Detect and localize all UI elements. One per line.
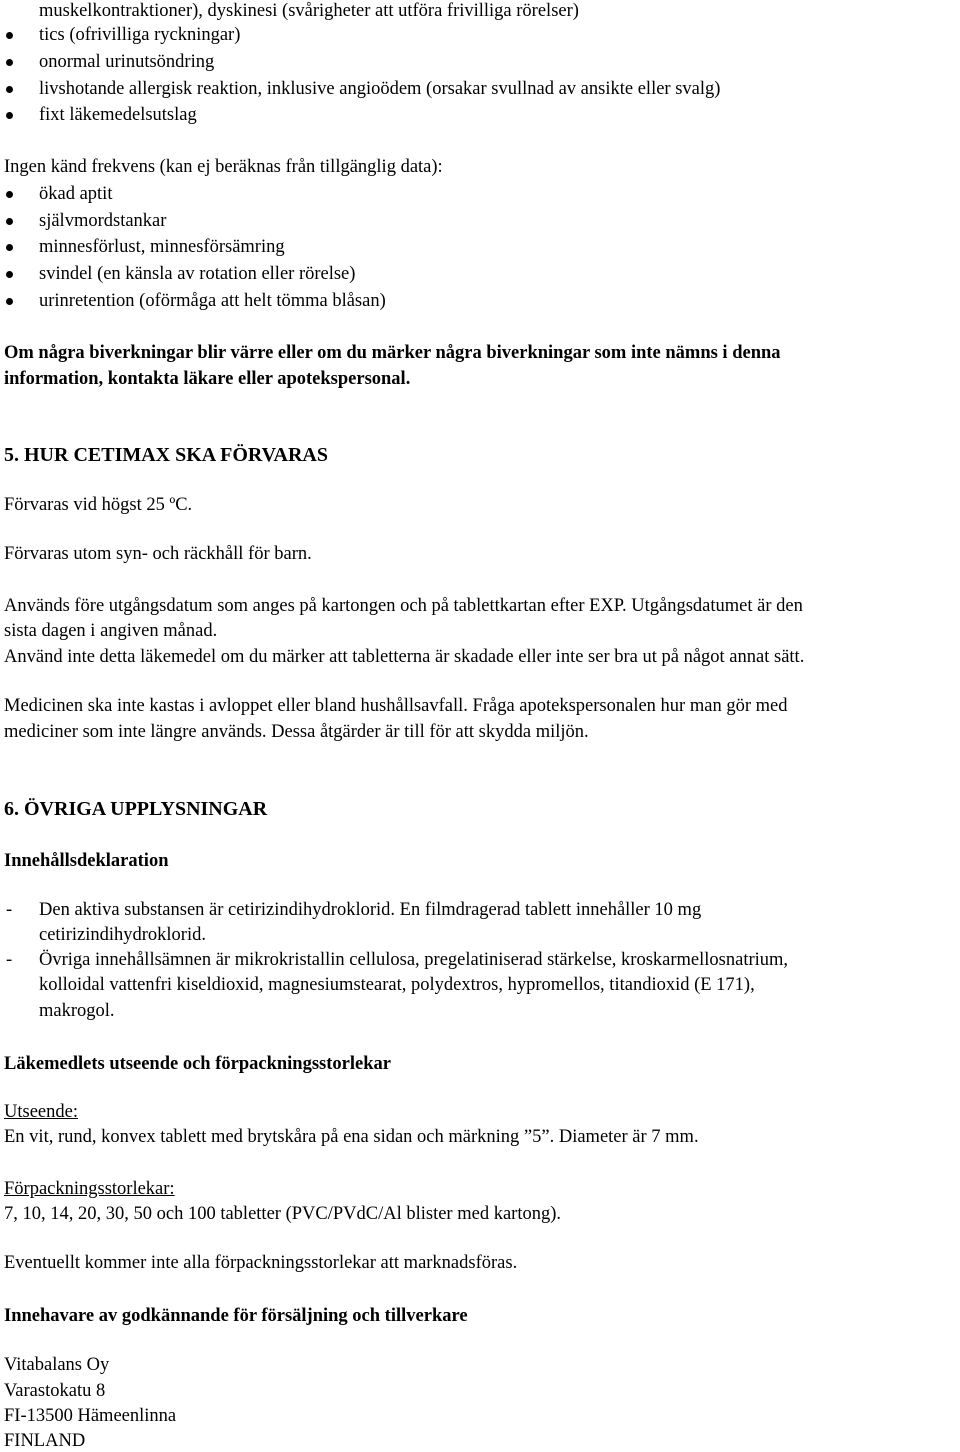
side-effect-item: minnesförlust, minnesförsämring — [39, 237, 285, 257]
damage-warning: Använd inte detta läkemedel om du märker att tabletterna är skadade eller inte ser bra ut på något annat sätt. — [4, 647, 805, 667]
bullet-icon — [6, 271, 13, 278]
dash-marker: - — [6, 950, 13, 970]
side-effect-item: självmordstankar — [39, 211, 167, 231]
appearance-text: En vit, rund, konvex tablett med brytskåra på ena sidan och märkning ”5”. Diameter är 7 mm. — [4, 1127, 699, 1147]
ingredient-other: makrogol. — [39, 1001, 115, 1021]
holder-address-line: FINLAND — [4, 1431, 86, 1451]
warning-text: information, kontakta läkare eller apotekspersonal. — [4, 369, 411, 389]
bullet-icon — [6, 32, 13, 39]
appearance-heading: Läkemedlets utseende och förpackningsstorlekar — [4, 1054, 391, 1074]
side-effect-item: livshotande allergisk reaktion, inklusive angioödem (orsakar svullnad av ansikte eller svalg) — [39, 79, 721, 99]
bullet-icon — [6, 86, 13, 93]
frequency-unknown-heading: Ingen känd frekvens (kan ej beräknas från tillgänglig data): — [4, 157, 443, 177]
holder-address-line: Varastokatu 8 — [4, 1381, 106, 1401]
disposal-text: mediciner som inte längre används. Dessa åtgärder är till för att skydda miljön. — [4, 722, 589, 742]
storage-children: Förvaras utom syn- och räckhåll för barn. — [4, 544, 312, 564]
expiry-text: Används före utgångsdatum som anges på kartongen och på tablettkartan efter EXP. Utgångsdatumet är den — [4, 596, 803, 616]
section-6-heading: 6. ÖVRIGA UPPLYSNINGAR — [4, 798, 268, 820]
ingredient-other: kolloidal vattenfri kiseldioxid, magnesiumstearat, polydextros, hypromellos, titandioxid (E 171), — [39, 975, 755, 995]
side-effect-item: tics (ofrivilliga ryckningar) — [39, 25, 241, 45]
disposal-text: Medicinen ska inte kastas i avloppet eller bland hushållsavfall. Fråga apotekspersonalen hur man gör med — [4, 696, 788, 716]
pack-sizes-text: 7, 10, 14, 20, 30, 50 och 100 tabletter (PVC/PVdC/Al blister med kartong). — [4, 1204, 561, 1224]
dash-marker: - — [6, 900, 13, 920]
bullet-icon — [6, 112, 13, 119]
content-declaration-heading: Innehållsdeklaration — [4, 851, 169, 871]
side-effect-item: urinretention (oförmåga att helt tömma blåsan) — [39, 291, 386, 311]
ingredient-other: Övriga innehållsämnen är mikrokristallin cellulosa, pregelatiniserad stärkelse, kroskarmellosnatrium, — [39, 950, 789, 970]
bullet-icon — [6, 218, 13, 225]
ingredient-active: cetirizindihydroklorid. — [39, 925, 206, 945]
holder-address-line: FI-13500 Hämeenlinna — [4, 1406, 177, 1426]
side-effect-continued-text: muskelkontraktioner), dyskinesi (svårigheter att utföra frivilliga rörelser) — [39, 1, 579, 21]
side-effect-item: svindel (en känsla av rotation eller rörelse) — [39, 264, 356, 284]
bullet-icon — [6, 298, 13, 305]
ingredient-active: Den aktiva substansen är cetirizindihydroklorid. En filmdragerad tablett innehåller 10 mg — [39, 900, 702, 920]
bullet-icon — [6, 244, 13, 251]
holder-heading: Innehavare av godkännande för försäljning och tillverkare — [4, 1306, 468, 1326]
expiry-text: sista dagen i angiven månad. — [4, 621, 218, 641]
section-5-heading: 5. HUR CETIMAX SKA FÖRVARAS — [4, 444, 328, 466]
bullet-icon — [6, 59, 13, 66]
side-effect-item: fixt läkemedelsutslag — [39, 105, 197, 125]
side-effect-item: ökad aptit — [39, 184, 113, 204]
bullet-icon — [6, 191, 13, 198]
storage-temperature: Förvaras vid högst 25 ºC. — [4, 495, 193, 515]
holder-address-line: Vitabalans Oy — [4, 1355, 110, 1375]
appearance-label: Utseende: — [4, 1102, 78, 1122]
pack-sizes-label: Förpackningsstorlekar: — [4, 1179, 175, 1199]
side-effect-item: onormal urinutsöndring — [39, 52, 215, 72]
pack-note: Eventuellt kommer inte alla förpackningsstorlekar att marknadsföras. — [4, 1253, 518, 1273]
warning-text: Om några biverkningar blir värre eller om du märker några biverkningar som inte nämns i denna — [4, 343, 781, 363]
